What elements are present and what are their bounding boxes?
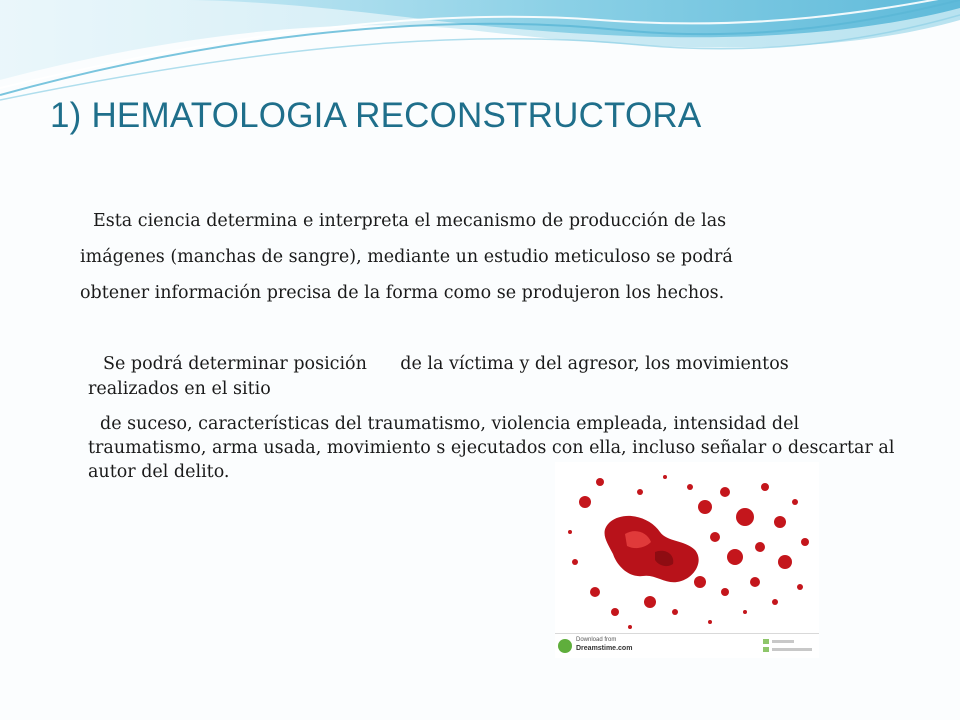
- watermark-square-icon: [763, 639, 769, 644]
- watermark-info-block: [763, 637, 817, 655]
- slide-title: 1) HEMATOLOGIA RECONSTRUCTORA: [50, 96, 702, 135]
- watermark-text-line: [772, 640, 794, 643]
- image-watermark: [555, 633, 819, 658]
- paragraph1-line3: obtener información precisa de la forma como se produjeron los hechos.: [80, 283, 725, 303]
- paragraph2-line1: Se podrá determinar posición de la víctima y del agresor, los movimientos: [103, 354, 789, 374]
- paragraph1-line2: imágenes (manchas de sangre), mediante un estudio meticuloso se podrá: [80, 247, 733, 267]
- paragraph2-line2: realizados en el sitio: [88, 379, 271, 399]
- header-wave-decoration: [0, 0, 960, 110]
- watermark-text-line: [772, 648, 812, 651]
- paragraph1-line1: Esta ciencia determina e interpreta el mecanismo de producción de las: [93, 211, 727, 231]
- blood-splatter-image: [555, 462, 819, 658]
- blood-splatter-icon: [555, 462, 819, 658]
- watermark-line1: Download from: [576, 637, 617, 643]
- paragraph3: de suceso, características del traumatismo, violencia empleada, intensidad del traumatismo, arma usada, movimiento s ejecutados con ella, incluso señalar o descartar al autor del delito.: [88, 414, 895, 482]
- watermark-line2: Dreamstime.com: [576, 645, 633, 652]
- watermark-square-icon: [763, 647, 769, 652]
- dreamstime-logo-icon: [558, 639, 572, 653]
